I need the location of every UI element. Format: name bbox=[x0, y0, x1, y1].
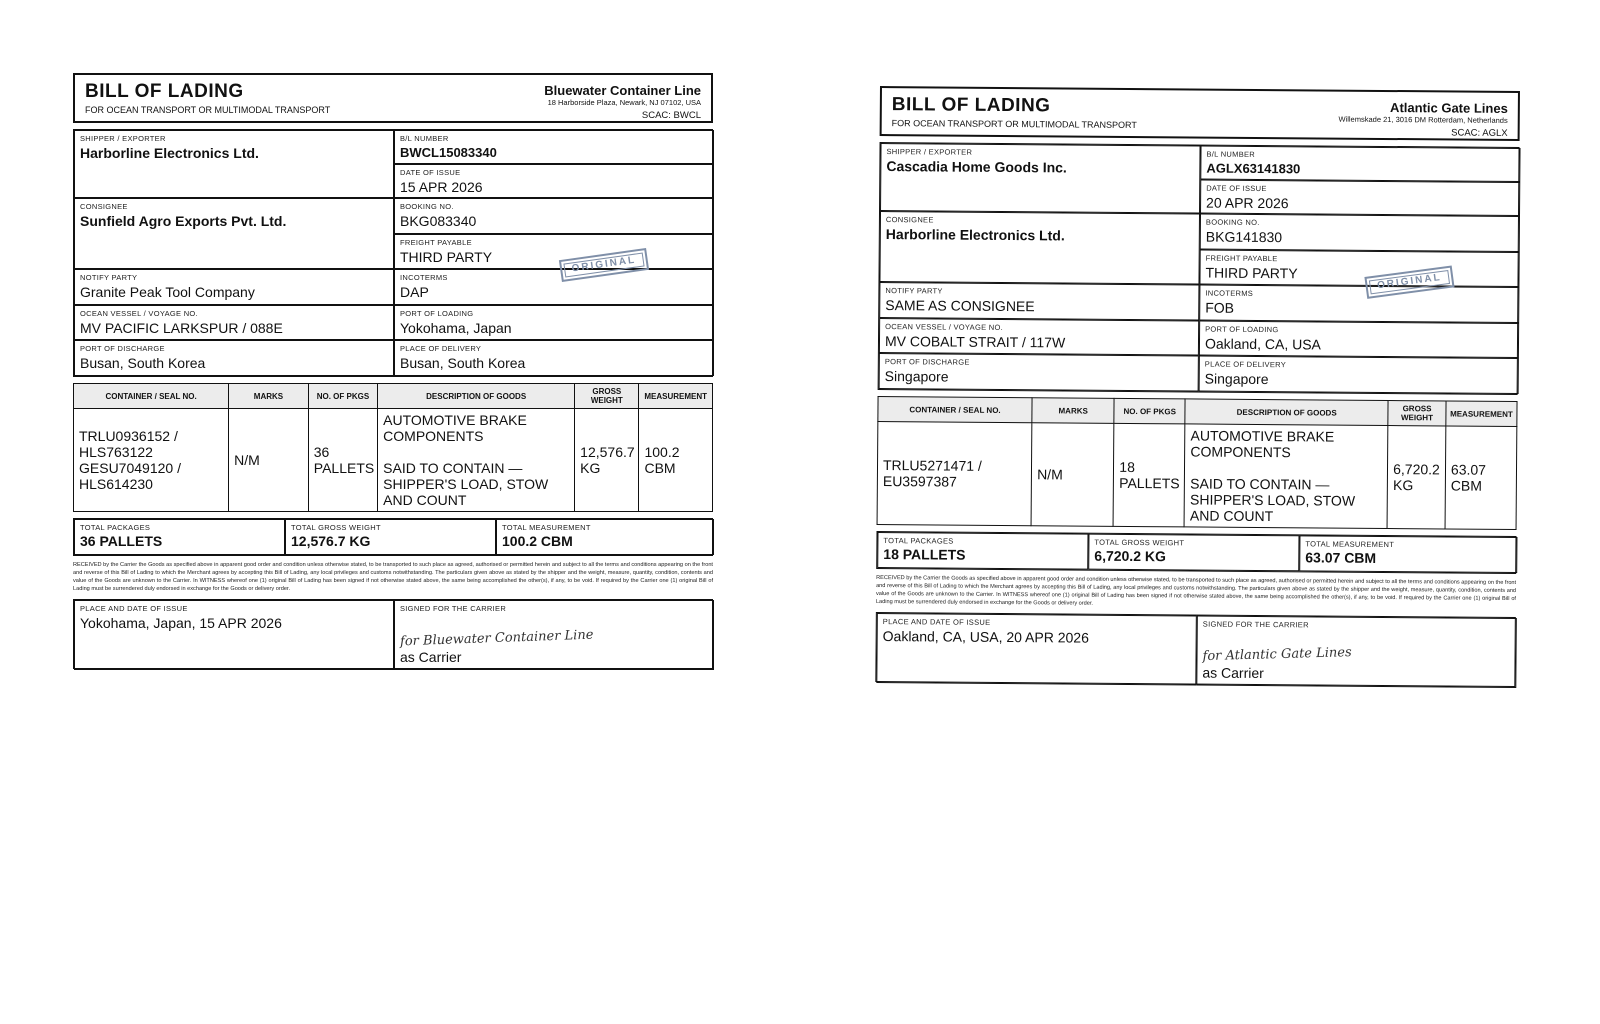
measurement-unit: CBM bbox=[644, 460, 676, 476]
vessel-voyage-label: OCEAN VESSEL / VOYAGE NO. bbox=[80, 309, 198, 318]
signature-row bbox=[875, 612, 1516, 687]
date-of-issue-field bbox=[394, 164, 714, 198]
signed-for-label: SIGNED FOR THE CARRIER bbox=[400, 604, 507, 613]
gross-weight-unit: KG bbox=[580, 460, 601, 476]
document-subtitle: FOR OCEAN TRANSPORT OR MULTIMODAL TRANSPORT bbox=[85, 105, 331, 115]
container-line: HLS614230 bbox=[79, 476, 153, 492]
port-of-discharge-label: PORT OF DISCHARGE bbox=[884, 357, 970, 367]
pkgs-unit: PALLETS bbox=[313, 460, 375, 476]
gross-weight-number: 6,720.2 bbox=[1393, 461, 1440, 478]
freight-payable-field bbox=[1199, 250, 1519, 288]
incoterms-value: DAP bbox=[400, 284, 429, 300]
place-of-delivery-value: Singapore bbox=[1204, 370, 1269, 388]
total-gross-weight-label: TOTAL GROSS WEIGHT bbox=[291, 523, 381, 532]
container-line: TRLU5271471 / bbox=[882, 457, 982, 474]
as-carrier-text: as Carrier bbox=[1202, 664, 1264, 682]
document-subtitle: FOR OCEAN TRANSPORT OR MULTIMODAL TRANSPORT bbox=[891, 118, 1137, 131]
container-seal-cell bbox=[877, 421, 1032, 525]
total-gross-weight-field bbox=[1088, 534, 1299, 572]
measurement-number: 100.2 bbox=[644, 444, 680, 460]
shipper-field bbox=[74, 130, 394, 198]
bl-number-label: B/L NUMBER bbox=[1206, 149, 1256, 159]
party-fields bbox=[73, 129, 713, 377]
consignee-value: Sunfield Agro Exports Pvt. Ltd. bbox=[80, 213, 287, 229]
consignee-label: CONSIGNEE bbox=[80, 202, 128, 211]
description-cell bbox=[1184, 424, 1388, 529]
col-description: DESCRIPTION OF GOODS bbox=[378, 384, 575, 409]
party-fields bbox=[878, 142, 1520, 395]
port-of-discharge-field bbox=[879, 353, 1199, 392]
notify-party-label: NOTIFY PARTY bbox=[80, 273, 138, 282]
carrier-signature: for Atlantic Gate Lines bbox=[1202, 645, 1352, 665]
shipper-label: SHIPPER / EXPORTER bbox=[80, 134, 166, 143]
signed-for-carrier-field bbox=[1196, 616, 1517, 689]
total-measurement-field bbox=[496, 519, 714, 555]
carrier-scac: SCAC: AGLX bbox=[1451, 127, 1508, 139]
notify-party-field bbox=[74, 269, 394, 305]
incoterms-value: FOB bbox=[1205, 299, 1235, 316]
carrier-name: Bluewater Container Line bbox=[544, 83, 701, 98]
port-of-loading-label: PORT OF LOADING bbox=[1205, 324, 1279, 335]
vessel-voyage-field bbox=[74, 305, 394, 340]
freight-payable-label: FREIGHT PAYABLE bbox=[400, 238, 472, 247]
freight-payable-value: THIRD PARTY bbox=[1205, 264, 1298, 282]
place-date-issue-value: Yokohama, Japan, 15 APR 2026 bbox=[80, 615, 282, 631]
goods-header-row bbox=[74, 384, 713, 409]
port-of-discharge-value: Busan, South Korea bbox=[80, 355, 206, 371]
shipper-value: Cascadia Home Goods Inc. bbox=[886, 158, 1067, 176]
place-date-issue-field bbox=[876, 613, 1197, 686]
vessel-voyage-label: OCEAN VESSEL / VOYAGE NO. bbox=[885, 322, 1004, 332]
freight-payable-label: FREIGHT PAYABLE bbox=[1205, 253, 1278, 264]
document-title: BILL OF LADING bbox=[891, 94, 1051, 117]
description-line: SAID TO CONTAIN — bbox=[1190, 475, 1330, 493]
booking-no-label: BOOKING NO. bbox=[400, 202, 454, 211]
booking-no-value: BKG083340 bbox=[400, 213, 477, 229]
booking-no-field bbox=[394, 198, 714, 234]
gross-weight-number: 12,576.7 bbox=[580, 444, 635, 460]
gross-weight-unit: KG bbox=[1392, 477, 1414, 494]
goods-row bbox=[877, 421, 1517, 529]
description-line: COMPONENTS bbox=[383, 428, 484, 444]
port-of-loading-label: PORT OF LOADING bbox=[400, 309, 474, 318]
total-measurement-label: TOTAL MEASUREMENT bbox=[502, 523, 591, 532]
marks-cell: N/M bbox=[1031, 423, 1114, 527]
gross-weight-cell bbox=[575, 409, 639, 512]
total-packages-value: 36 PALLETS bbox=[80, 533, 163, 549]
totals-row bbox=[73, 518, 713, 556]
place-date-issue-value: Oakland, CA, USA, 20 APR 2026 bbox=[882, 628, 1089, 646]
document-title: BILL OF LADING bbox=[85, 81, 244, 102]
port-of-discharge-value: Singapore bbox=[884, 368, 949, 385]
description-line: COMPONENTS bbox=[1190, 443, 1291, 461]
totals-row bbox=[876, 531, 1516, 574]
original-stamp: ORIGINAL bbox=[1364, 265, 1454, 298]
total-packages-field bbox=[877, 532, 1088, 570]
place-date-issue-field bbox=[74, 600, 394, 670]
booking-no-field bbox=[1200, 214, 1520, 253]
carrier-signature: for Bluewater Container Line bbox=[399, 627, 594, 650]
incoterms-label: INCOTERMS bbox=[1205, 288, 1254, 298]
place-date-issue-label: PLACE AND DATE OF ISSUE bbox=[882, 617, 991, 627]
vessel-voyage-value: MV COBALT STRAIT / 117W bbox=[884, 333, 1066, 351]
carrier-address: Willemskade 21, 3016 DM Rotterdam, Netherlands bbox=[1338, 114, 1508, 125]
gross-weight-cell bbox=[1387, 426, 1446, 529]
description-line: AUTOMOTIVE BRAKE bbox=[1190, 427, 1335, 445]
date-of-issue-label: DATE OF ISSUE bbox=[1206, 183, 1267, 194]
col-marks: MARKS bbox=[229, 384, 309, 409]
incoterms-field bbox=[1199, 285, 1519, 324]
document-header bbox=[73, 73, 713, 123]
vessel-voyage-field bbox=[879, 318, 1199, 356]
freight-payable-field bbox=[394, 234, 714, 269]
terms-text: RECEIVED by the Carrier the Goods as specified above in apparent good order and condition unless otherwise stated, to be transported to such place as agreed, authorised or permitted herein and subject to all the terms and conditions appearing on the front and reverse of this Bill of Lading to which the Merchant agrees by accepting this Bill of Lading, any local privileges and customs notwithstanding. The particulars given above as stated by the shipper and the weight, measure, quantity, condition, contents and value of the Goods are unknown to the Carrier. In WITNESS whereof one (1) original Bill of Lading has been signed if not otherwise stated above, the same being accomplished the other(s), if any, to be void. If required by the Carrier one (1) original Bill of Lading must be surrendered duly endorsed in exchange for the Goods or delivery order. bbox=[875, 574, 1517, 607]
shipper-field bbox=[880, 143, 1201, 214]
col-gross-weight: GROSS WEIGHT bbox=[575, 384, 639, 409]
pkgs-cell bbox=[1113, 423, 1185, 527]
date-of-issue-label: DATE OF ISSUE bbox=[400, 168, 461, 177]
document-header bbox=[880, 86, 1520, 141]
as-carrier-text: as Carrier bbox=[400, 649, 462, 665]
col-container: CONTAINER / SEAL NO. bbox=[74, 384, 229, 409]
total-gross-weight-field bbox=[285, 519, 496, 555]
port-of-discharge-label: PORT OF DISCHARGE bbox=[80, 344, 165, 353]
bl-number-field bbox=[1200, 146, 1520, 183]
shipper-value: Harborline Electronics Ltd. bbox=[80, 145, 259, 161]
pkgs-number: 36 bbox=[313, 444, 330, 460]
total-measurement-value: 63.07 CBM bbox=[1305, 549, 1377, 566]
notify-party-field bbox=[879, 282, 1199, 321]
port-of-loading-value: Yokohama, Japan bbox=[400, 320, 512, 336]
container-line: EU3597387 bbox=[882, 473, 957, 490]
consignee-label: CONSIGNEE bbox=[885, 215, 934, 225]
bl-number-value: AGLX63141830 bbox=[1206, 160, 1301, 177]
place-of-delivery-label: PLACE OF DELIVERY bbox=[400, 344, 482, 353]
measurement-cell bbox=[639, 409, 713, 512]
signed-for-label: SIGNED FOR THE CARRIER bbox=[1202, 619, 1309, 630]
col-gross-weight: GROSS WEIGHT bbox=[1388, 401, 1446, 426]
col-pkgs: NO. OF PKGS bbox=[1114, 398, 1185, 424]
col-measurement: MEASUREMENT bbox=[1446, 401, 1517, 427]
col-description: DESCRIPTION OF GOODS bbox=[1185, 399, 1388, 426]
col-container: CONTAINER / SEAL NO. bbox=[878, 396, 1032, 422]
date-of-issue-value: 20 APR 2026 bbox=[1206, 194, 1289, 212]
bl-number-field bbox=[394, 130, 714, 164]
carrier-name: Atlantic Gate Lines bbox=[1390, 100, 1508, 116]
description-line: SHIPPER'S LOAD, STOW bbox=[1190, 491, 1356, 509]
freight-payable-value: THIRD PARTY bbox=[400, 249, 493, 265]
consignee-field bbox=[879, 211, 1200, 285]
consignee-field bbox=[74, 198, 394, 269]
total-measurement-label: TOTAL MEASUREMENT bbox=[1305, 539, 1395, 550]
date-of-issue-value: 15 APR 2026 bbox=[400, 179, 483, 195]
description-line: AND COUNT bbox=[1189, 507, 1274, 525]
place-of-delivery-value: Busan, South Korea bbox=[400, 355, 526, 371]
container-line: HLS763122 bbox=[79, 444, 153, 460]
carrier-address: 18 Harborside Plaza, Newark, NJ 07102, USA bbox=[547, 98, 701, 107]
pkgs-unit: PALLETS bbox=[1119, 474, 1180, 492]
notify-party-value: Granite Peak Tool Company bbox=[80, 284, 255, 300]
notify-party-label: NOTIFY PARTY bbox=[885, 286, 943, 296]
container-line: GESU7049120 / bbox=[79, 460, 181, 476]
signed-for-carrier-field bbox=[394, 600, 714, 670]
port-of-loading-field bbox=[394, 305, 714, 340]
original-stamp: ORIGINAL bbox=[559, 248, 649, 282]
description-line: AND COUNT bbox=[383, 492, 467, 508]
signature-row bbox=[73, 599, 713, 669]
total-gross-weight-value: 12,576.7 KG bbox=[291, 533, 371, 549]
port-of-loading-field bbox=[1199, 321, 1519, 359]
booking-no-label: BOOKING NO. bbox=[1205, 217, 1260, 227]
pkgs-number: 18 bbox=[1119, 458, 1135, 476]
goods-table bbox=[73, 383, 713, 512]
place-of-delivery-field bbox=[1199, 356, 1519, 395]
incoterms-label: INCOTERMS bbox=[400, 273, 448, 282]
total-gross-weight-value: 6,720.2 KG bbox=[1094, 547, 1166, 565]
bl-number-label: B/L NUMBER bbox=[400, 134, 449, 143]
place-of-delivery-label: PLACE OF DELIVERY bbox=[1204, 359, 1287, 370]
col-pkgs: NO. OF PKGS bbox=[308, 384, 377, 409]
measurement-number: 63.07 bbox=[1450, 461, 1487, 478]
measurement-unit: CBM bbox=[1450, 477, 1483, 494]
port-of-discharge-field bbox=[74, 340, 394, 376]
bill-of-lading-left bbox=[73, 73, 713, 669]
consignee-value: Harborline Electronics Ltd. bbox=[885, 226, 1065, 244]
bl-number-value: BWCL15083340 bbox=[400, 145, 497, 160]
total-packages-value: 18 PALLETS bbox=[883, 546, 966, 563]
description-line: SHIPPER'S LOAD, STOW bbox=[383, 476, 549, 492]
port-of-loading-value: Oakland, CA, USA bbox=[1204, 335, 1321, 353]
total-packages-label: TOTAL PACKAGES bbox=[883, 536, 954, 546]
goods-row bbox=[74, 409, 713, 512]
shipper-label: SHIPPER / EXPORTER bbox=[886, 147, 973, 157]
marks-cell: N/M bbox=[229, 409, 309, 512]
col-measurement: MEASUREMENT bbox=[639, 384, 713, 409]
col-marks: MARKS bbox=[1032, 398, 1114, 424]
total-packages-label: TOTAL PACKAGES bbox=[80, 523, 151, 532]
terms-text: RECEIVED by the Carrier the Goods as specified above in apparent good order and condition unless otherwise stated, to be transported to such place as agreed, authorised or permitted herein and subject to all the terms and conditions appearing on the front and reverse of this Bill of Lading to which the Merchant agrees by accepting this Bill of Lading, any local privileges and customs notwithstanding. The particulars given above as stated by the shipper and the weight, measure, quantity, condition, contents and value of the Goods are unknown to the Carrier. In WITNESS whereof one (1) original Bill of Lading has been signed if not otherwise stated above, the same being accomplished the other(s), if any, to be void. If required by the Carrier one (1) original Bill of Lading must be surrendered duly endorsed in exchange for the Goods or delivery order. bbox=[73, 562, 713, 592]
total-packages-field bbox=[74, 519, 285, 555]
vessel-voyage-value: MV PACIFIC LARKSPUR / 088E bbox=[80, 320, 283, 336]
bill-of-lading-right bbox=[875, 86, 1520, 687]
pkgs-cell bbox=[308, 409, 377, 512]
description-cell bbox=[378, 409, 575, 512]
total-measurement-field bbox=[1299, 535, 1517, 573]
date-of-issue-field bbox=[1200, 180, 1520, 217]
goods-table bbox=[877, 396, 1518, 530]
carrier-scac: SCAC: BWCL bbox=[641, 110, 701, 121]
booking-no-value: BKG141830 bbox=[1205, 228, 1283, 246]
measurement-cell bbox=[1445, 426, 1517, 530]
description-line: SAID TO CONTAIN — bbox=[383, 460, 523, 476]
incoterms-field bbox=[394, 269, 714, 305]
place-date-issue-label: PLACE AND DATE OF ISSUE bbox=[80, 604, 188, 613]
total-gross-weight-label: TOTAL GROSS WEIGHT bbox=[1094, 537, 1185, 548]
place-of-delivery-field bbox=[394, 340, 714, 376]
container-seal-cell bbox=[74, 409, 229, 512]
container-line: TRLU0936152 / bbox=[79, 428, 178, 444]
total-measurement-value: 100.2 CBM bbox=[502, 533, 573, 549]
notify-party-value: SAME AS CONSIGNEE bbox=[885, 297, 1035, 315]
description-line: AUTOMOTIVE BRAKE bbox=[383, 412, 527, 428]
